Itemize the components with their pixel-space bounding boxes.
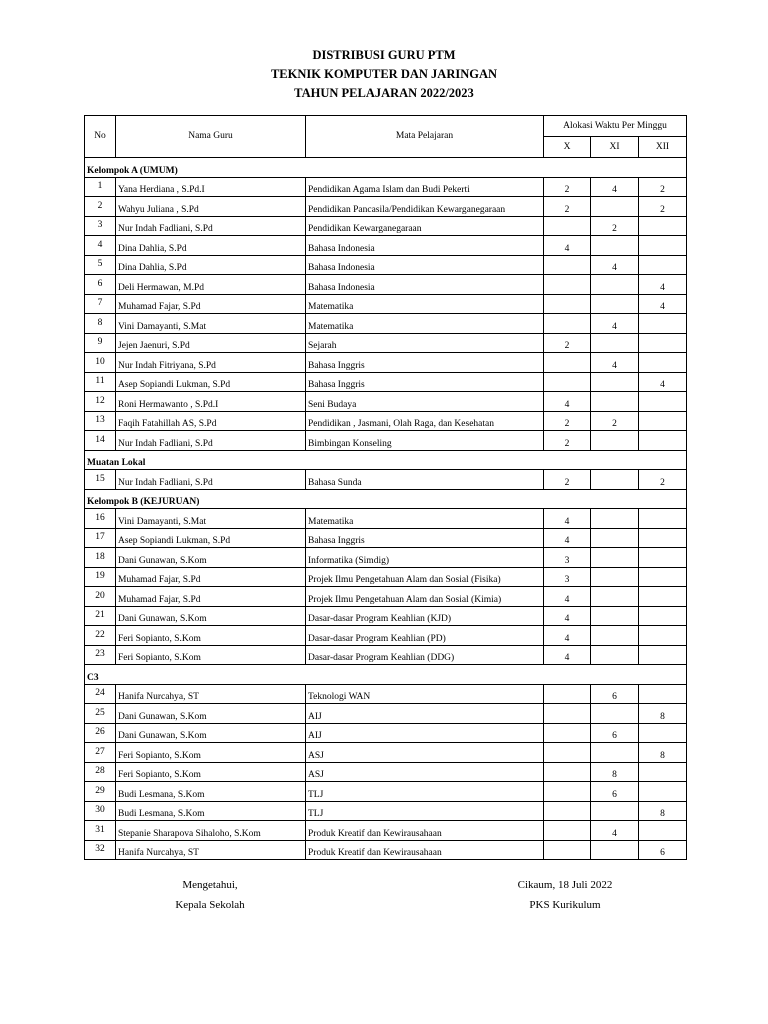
hours-x: 2 [544,177,591,197]
table-row [85,801,687,821]
row-number: 22 [85,626,116,646]
table-row [85,606,687,626]
hours-x [544,275,591,295]
row-number: 19 [85,567,116,587]
section-title: Muatan Lokal [85,450,687,470]
header-row [85,116,687,137]
table-row [85,372,687,392]
hours-xi [591,626,639,646]
hours-x: 2 [544,470,591,490]
section-title: Kelompok B (KEJURUAN) [85,489,687,509]
hours-x: 4 [544,645,591,665]
hours-xii [639,216,687,236]
header-nama-guru: Nama Guru [116,116,306,158]
table-row [85,255,687,275]
header-no: No [85,116,116,158]
hours-x: 4 [544,626,591,646]
hours-x: 4 [544,392,591,412]
hours-xi [591,587,639,607]
table-row [85,528,687,548]
teacher-name: Feri Sopianto, S.Kom [116,743,306,763]
subject: AIJ [306,723,544,743]
teacher-name: Hanifa Nurcahya, ST [116,840,306,860]
table-row [85,782,687,802]
row-number: 23 [85,645,116,665]
hours-x [544,294,591,314]
row-number: 3 [85,216,116,236]
hours-xii [639,255,687,275]
table-row [85,177,687,197]
hours-xi [591,509,639,529]
table-row [85,470,687,490]
teacher-name: Muhamad Fajar, S.Pd [116,294,306,314]
row-number: 9 [85,333,116,353]
section-row [85,665,687,685]
row-number: 28 [85,762,116,782]
section-title: C3 [85,665,687,685]
hours-x: 2 [544,411,591,431]
row-number: 10 [85,353,116,373]
row-number: 20 [85,587,116,607]
signature-left-title: Kepala Sekolah [175,899,245,911]
subject: Teknologi WAN [306,684,544,704]
section-row [85,158,687,178]
table-row [85,704,687,724]
teacher-name: Asep Sopiandi Lukman, S.Pd [116,528,306,548]
teacher-name: Dani Gunawan, S.Kom [116,704,306,724]
hours-x: 4 [544,528,591,548]
subject: Matematika [306,294,544,314]
hours-xii [639,762,687,782]
hours-x [544,821,591,841]
hours-xi [591,528,639,548]
hours-xii [639,587,687,607]
hours-x: 3 [544,567,591,587]
hours-x: 4 [544,606,591,626]
section-title: Kelompok A (UMUM) [85,158,687,178]
hours-x: 3 [544,548,591,568]
section-row [85,450,687,470]
subject: Pendidikan Agama Islam dan Budi Pekerti [306,177,544,197]
row-number: 2 [85,197,116,217]
hours-xi [591,333,639,353]
row-number: 30 [85,801,116,821]
hours-xii: 2 [639,177,687,197]
table-row [85,762,687,782]
subject: Produk Kreatif dan Kewirausahaan [306,840,544,860]
teacher-name: Muhamad Fajar, S.Pd [116,567,306,587]
row-number: 15 [85,470,116,490]
hours-xi [591,801,639,821]
teacher-name: Hanifa Nurcahya, ST [116,684,306,704]
hours-xii: 4 [639,275,687,295]
teacher-name: Nur Indah Fitriyana, S.Pd [116,353,306,373]
teacher-name: Wahyu Juliana , S.Pd [116,197,306,217]
signature-right-title: PKS Kurikulum [529,899,601,911]
teacher-name: Dani Gunawan, S.Kom [116,723,306,743]
table-body [85,158,687,860]
hours-xii [639,528,687,548]
subject: Seni Budaya [306,392,544,412]
hours-x [544,723,591,743]
title-line-2: TEKNIK KOMPUTER DAN JARINGAN [270,67,498,81]
header-x: X [544,137,591,158]
hours-xi: 8 [591,762,639,782]
teacher-name: Deli Hermawan, M.Pd [116,275,306,295]
teacher-name: Stepanie Sharapova Sihaloho, S.Kom [116,821,306,841]
row-number: 12 [85,392,116,412]
hours-xi: 6 [591,782,639,802]
table-row [85,353,687,373]
row-number: 14 [85,431,116,451]
title-line-1: DISTRIBUSI GURU PTM [312,48,456,62]
table-row [85,294,687,314]
document-title [0,46,768,103]
teacher-name: Dina Dahlia, S.Pd [116,236,306,256]
teacher-name: Dina Dahlia, S.Pd [116,255,306,275]
hours-xi: 4 [591,314,639,334]
row-number: 32 [85,840,116,860]
title-line-3: TAHUN PELAJARAN 2022/2023 [294,86,474,100]
table-row [85,548,687,568]
hours-xi: 2 [591,216,639,236]
hours-x [544,314,591,334]
hours-x [544,762,591,782]
hours-xii [639,821,687,841]
hours-xii [639,509,687,529]
subject: Dasar-dasar Program Keahlian (KJD) [306,606,544,626]
hours-xii [639,236,687,256]
table-row [85,684,687,704]
teacher-name: Budi Lesmana, S.Kom [116,782,306,802]
hours-x [544,782,591,802]
subject: Bahasa Inggris [306,353,544,373]
subject: Produk Kreatif dan Kewirausahaan [306,821,544,841]
table-row [85,411,687,431]
table-row [85,314,687,334]
subject: ASJ [306,762,544,782]
hours-x [544,840,591,860]
table-row [85,723,687,743]
teacher-name: Feri Sopianto, S.Kom [116,762,306,782]
hours-xi: 4 [591,177,639,197]
row-number: 17 [85,528,116,548]
teacher-name: Nur Indah Fadliani, S.Pd [116,431,306,451]
subject: Bahasa Sunda [306,470,544,490]
hours-xii: 8 [639,704,687,724]
row-number: 26 [85,723,116,743]
teacher-name: Yana Herdiana , S.Pd.I [116,177,306,197]
row-number: 21 [85,606,116,626]
hours-x [544,353,591,373]
teacher-name: Budi Lesmana, S.Kom [116,801,306,821]
hours-xii: 4 [639,294,687,314]
row-number: 1 [85,177,116,197]
signature-right [490,875,640,915]
hours-xi [591,236,639,256]
teacher-name: Dani Gunawan, S.Kom [116,548,306,568]
hours-xi [591,645,639,665]
hours-xii: 2 [639,470,687,490]
table-row [85,431,687,451]
row-number: 8 [85,314,116,334]
hours-xi [591,275,639,295]
distribution-table [84,115,687,860]
teacher-name: Roni Hermawanto , S.Pd.I [116,392,306,412]
hours-x [544,216,591,236]
hours-xi: 2 [591,411,639,431]
hours-x: 2 [544,431,591,451]
subject: ASJ [306,743,544,763]
row-number: 25 [85,704,116,724]
hours-xii [639,333,687,353]
header-xii: XII [639,137,687,158]
table-row [85,587,687,607]
hours-xii [639,606,687,626]
subject: Pendidikan Kewarganegaraan [306,216,544,236]
table-row [85,743,687,763]
hours-x: 2 [544,197,591,217]
header-xi: XI [591,137,639,158]
teacher-name: Feri Sopianto, S.Kom [116,645,306,665]
subject: Dasar-dasar Program Keahlian (PD) [306,626,544,646]
row-number: 31 [85,821,116,841]
subject: Sejarah [306,333,544,353]
header-alokasi: Alokasi Waktu Per Minggu [544,116,687,137]
signature-right-date: Cikaum, 18 Juli 2022 [517,879,613,891]
row-number: 7 [85,294,116,314]
hours-x: 4 [544,587,591,607]
hours-x [544,801,591,821]
subject: Dasar-dasar Program Keahlian (DDG) [306,645,544,665]
subject: Matematika [306,314,544,334]
teacher-name: Jejen Jaenuri, S.Pd [116,333,306,353]
hours-xii [639,431,687,451]
hours-xi [591,840,639,860]
teacher-name: Faqih Fatahillah AS, S.Pd [116,411,306,431]
hours-xii: 4 [639,372,687,392]
hours-xii: 2 [639,197,687,217]
hours-x [544,684,591,704]
teacher-name: Muhamad Fajar, S.Pd [116,587,306,607]
hours-xi: 6 [591,684,639,704]
table-row [85,197,687,217]
hours-xi: 4 [591,255,639,275]
hours-xii: 6 [639,840,687,860]
row-number: 27 [85,743,116,763]
hours-xii [639,314,687,334]
hours-xi [591,392,639,412]
header-mata-pelajaran: Mata Pelajaran [306,116,544,158]
row-number: 5 [85,255,116,275]
hours-xi: 4 [591,353,639,373]
teacher-name: Feri Sopianto, S.Kom [116,626,306,646]
signature-left-line1: Mengetahui, [182,879,238,891]
hours-xi [591,606,639,626]
subject: Pendidikan , Jasmani, Olah Raga, dan Kesehatan [306,411,544,431]
hours-xii [639,411,687,431]
subject: Bahasa Indonesia [306,275,544,295]
table-row [85,645,687,665]
table-row [85,216,687,236]
hours-x [544,704,591,724]
row-number: 13 [85,411,116,431]
hours-xi [591,372,639,392]
hours-xi [591,431,639,451]
hours-x: 4 [544,509,591,529]
hours-xii [639,684,687,704]
hours-xii: 8 [639,743,687,763]
row-number: 11 [85,372,116,392]
hours-xi [591,197,639,217]
table-row [85,333,687,353]
hours-xii [639,392,687,412]
subject: Informatika (Simdig) [306,548,544,568]
hours-xi [591,470,639,490]
row-number: 16 [85,509,116,529]
row-number: 24 [85,684,116,704]
subject: Projek Ilmu Pengetahuan Alam dan Sosial (Fisika) [306,567,544,587]
teacher-name: Dani Gunawan, S.Kom [116,606,306,626]
teacher-name: Vini Damayanti, S.Mat [116,509,306,529]
signature-left [140,875,280,915]
subject: AIJ [306,704,544,724]
hours-xii [639,353,687,373]
teacher-name: Vini Damayanti, S.Mat [116,314,306,334]
subject: Projek Ilmu Pengetahuan Alam dan Sosial (Kimia) [306,587,544,607]
teacher-name: Nur Indah Fadliani, S.Pd [116,216,306,236]
table-row [85,840,687,860]
hours-xi [591,548,639,568]
hours-x [544,743,591,763]
row-number: 18 [85,548,116,568]
subject: TLJ [306,801,544,821]
hours-xii [639,567,687,587]
subject: Bimbingan Konseling [306,431,544,451]
table-row [85,626,687,646]
hours-x: 4 [544,236,591,256]
hours-xii [639,723,687,743]
row-number: 29 [85,782,116,802]
hours-xi [591,567,639,587]
teacher-name: Nur Indah Fadliani, S.Pd [116,470,306,490]
subject: Matematika [306,509,544,529]
hours-xi: 4 [591,821,639,841]
section-row [85,489,687,509]
table-row [85,275,687,295]
teacher-name: Asep Sopiandi Lukman, S.Pd [116,372,306,392]
hours-xii [639,548,687,568]
subject: TLJ [306,782,544,802]
table-row [85,567,687,587]
table-row [85,509,687,529]
subject: Bahasa Inggris [306,528,544,548]
subject: Bahasa Indonesia [306,255,544,275]
hours-xii [639,782,687,802]
hours-xi [591,743,639,763]
table-row [85,392,687,412]
hours-xii [639,645,687,665]
hours-x: 2 [544,333,591,353]
table-row [85,236,687,256]
hours-xii [639,626,687,646]
subject: Bahasa Indonesia [306,236,544,256]
subject: Pendidikan Pancasila/Pendidikan Kewarganegaraan [306,197,544,217]
row-number: 4 [85,236,116,256]
row-number: 6 [85,275,116,295]
hours-xi [591,294,639,314]
hours-x [544,372,591,392]
hours-xi: 6 [591,723,639,743]
hours-xi [591,704,639,724]
table-row [85,821,687,841]
hours-xii: 8 [639,801,687,821]
subject: Bahasa Inggris [306,372,544,392]
hours-x [544,255,591,275]
